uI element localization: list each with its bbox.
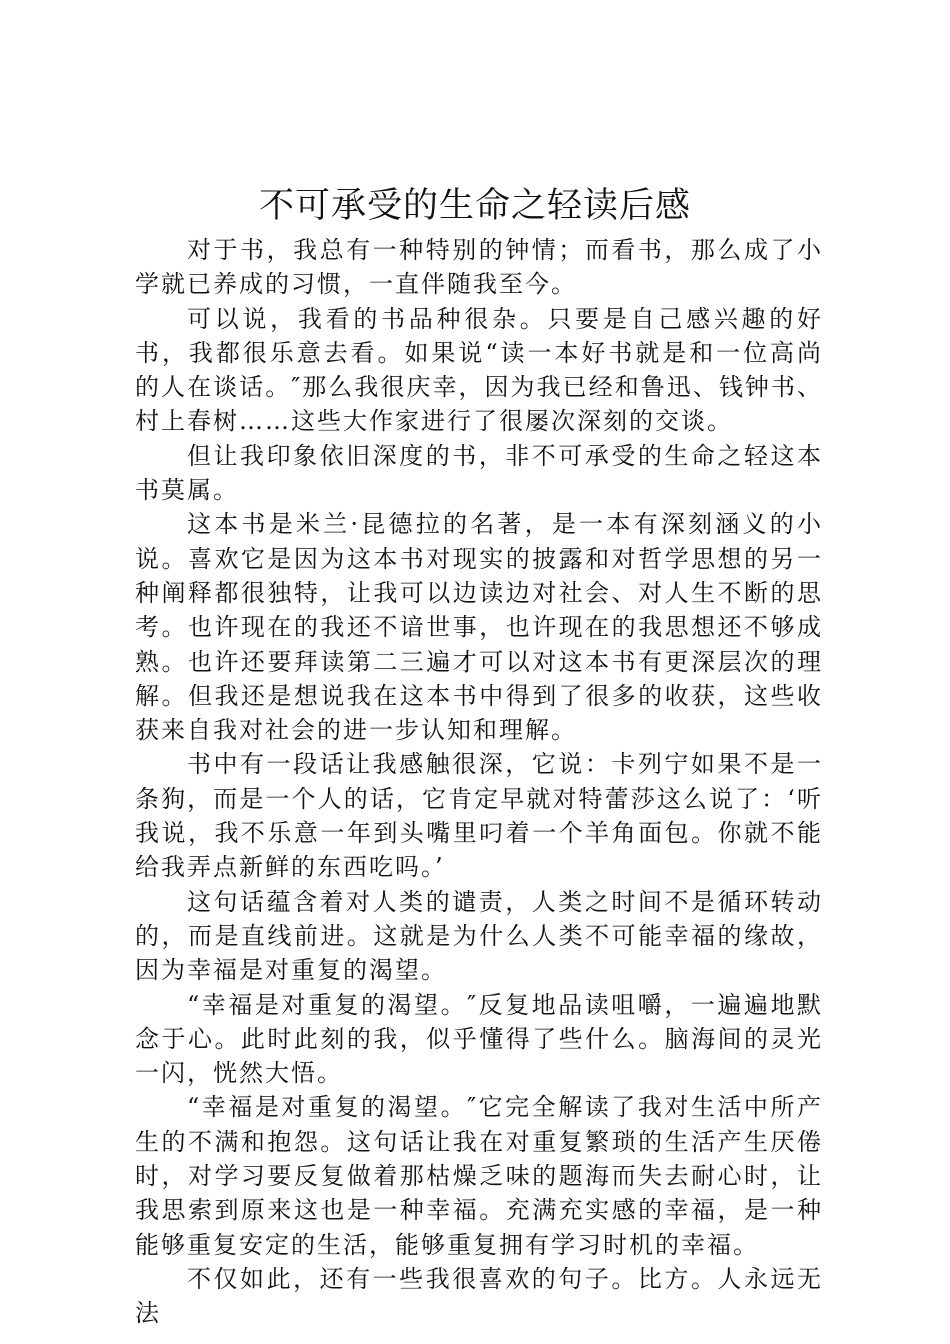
paragraph: 这本书是米兰·昆德拉的名著，是一本有深刻涵义的小说。喜欢它是因为这本书对现实的披露和对哲学思想的另一种阐释都很独特，让我可以边读边对社会、对人生不断的思考。也许现在的我还不谙世事，也许现在的我思想还不够成熟。也许还要拜读第二三遍才可以对这本书有更深层次的理解。但我还是想说我在这本书中得到了很多的收获，这些收获来自我对社会的进一步认知和理解。: [135, 510, 823, 745]
paragraph: 书中有一段话让我感触很深，它说：卡列宁如果不是一条狗，而是一个人的话，它肯定早就对特蕾莎这么说了：‘听我说，我不乐意一年到头嘴里叼着一个羊角面包。你就不能给我弄点新鲜的东西吃吗。’: [135, 750, 823, 882]
paragraph: 可以说，我看的书品种很杂。只要是自己感兴趣的好书，我都很乐意去看。如果说“读一本好书就是和一位高尚的人在谈话。″那么我很庆幸，因为我已经和鲁迅、钱钟书、村上春树……这些大作家进行了很屡次深刻的交谈。: [135, 304, 823, 436]
document-body: [135, 233, 823, 1331]
paragraph: 但让我印象依旧深度的书，非不可承受的生命之轻这本书莫属。: [135, 441, 823, 505]
document-title: 不可承受的生命之轻读后感: [258, 186, 691, 226]
paragraph: 这句话蕴含着对人类的谴责，人类之时间不是循环转动的，而是直线前进。这就是为什么人类不可能幸福的缘故，因为幸福是对重复的渴望。: [135, 887, 823, 985]
paragraph: “幸福是对重复的渴望。″它完全解读了我对生活中所产生的不满和抱怨。这句话让我在对重复繁琐的生活产生厌倦时，对学习要反复做着那枯燥乏味的题海而失去耐心时，让我思索到原来这也是一种幸福。充满充实感的幸福，是一种能够重复安定的生活，能够重复拥有学习时机的幸福。: [135, 1093, 823, 1259]
paragraph: 不仅如此，还有一些我很喜欢的句子。比方。人永远无法: [135, 1264, 823, 1328]
paragraph: “幸福是对重复的渴望。″反复地品读咀嚼，一遍遍地默念于心。此时此刻的我，似乎懂得了些什么。脑海间的灵光一闪，恍然大悟。: [135, 990, 823, 1088]
paragraph: 对于书，我总有一种特别的钟情；而看书，那么成了小学就已养成的习惯，一直伴随我至今。: [135, 236, 823, 299]
